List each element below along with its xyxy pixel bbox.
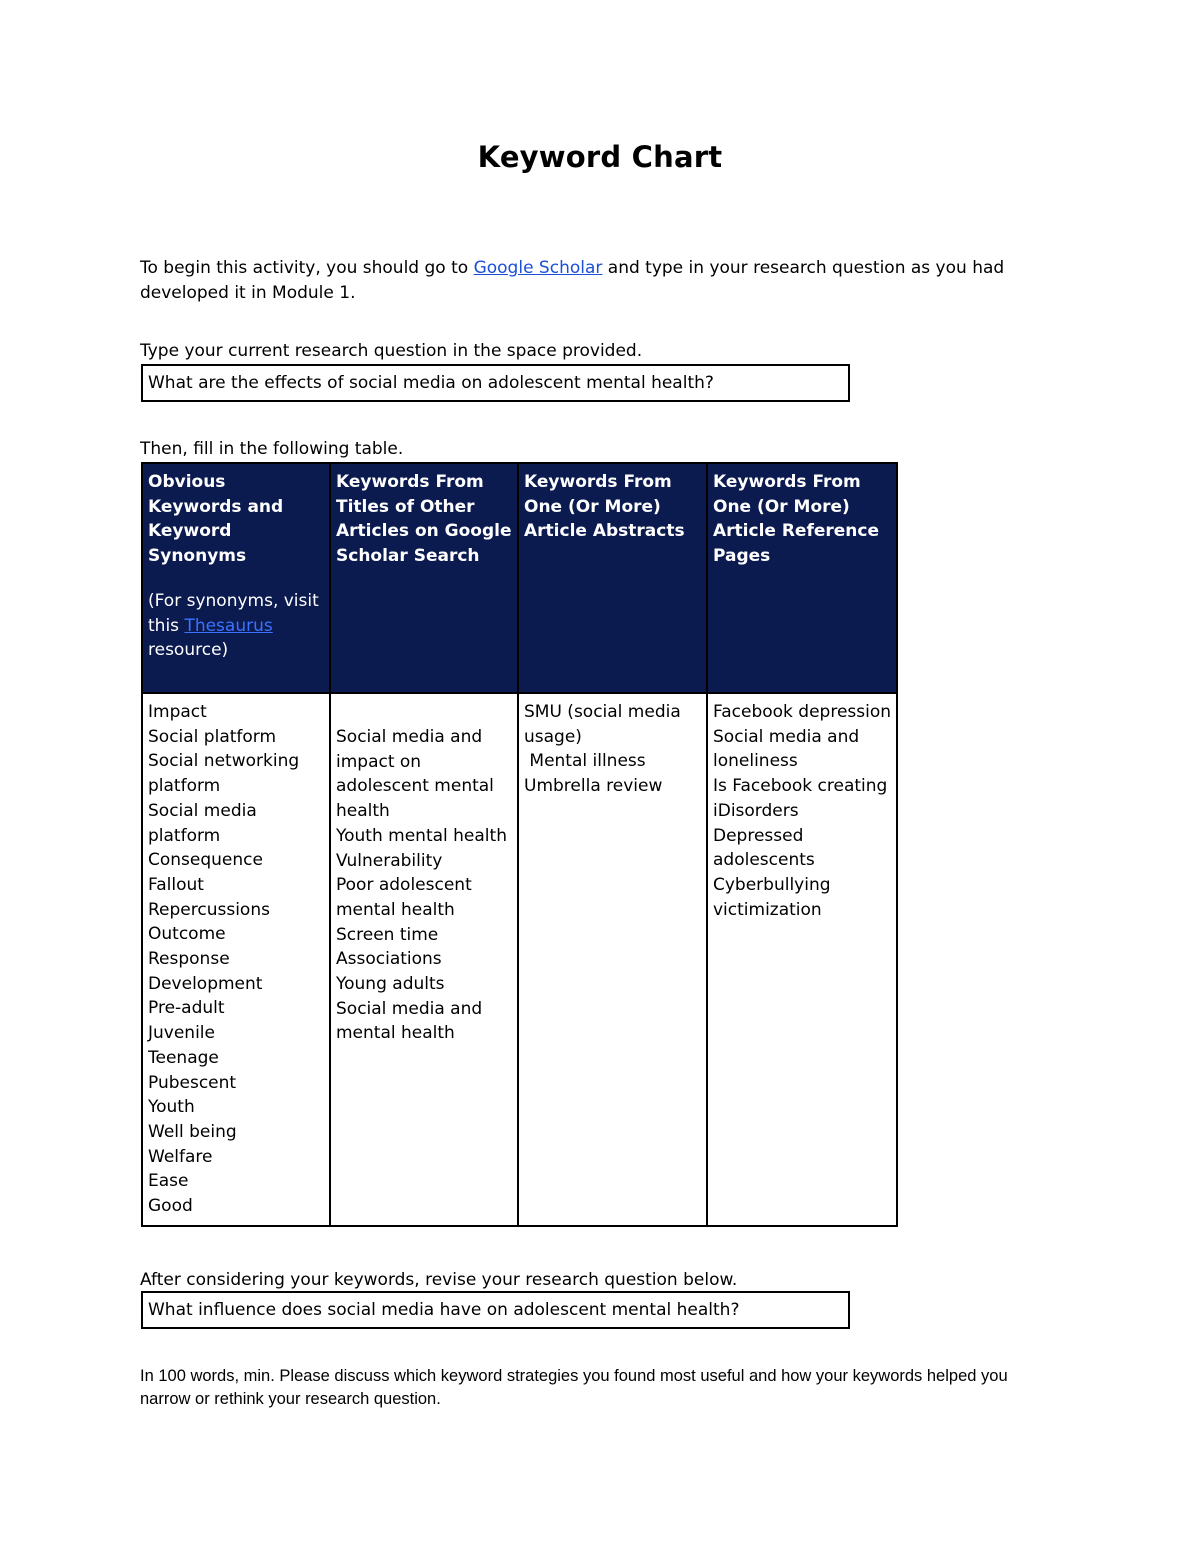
cell-abstract-keywords[interactable] <box>518 693 707 1226</box>
header-col1-label: Obvious Keywords and Keyword Synonyms <box>148 472 284 567</box>
keyword-list-col3 <box>524 700 701 799</box>
keyword-item: Response <box>148 949 230 970</box>
keyword-item: Fallout <box>148 874 204 895</box>
revised-question-field[interactable]: What influence does social media have on adolescent mental health? <box>141 1291 850 1329</box>
keyword-item: Youth mental health <box>336 825 507 846</box>
keyword-item: Well being <box>148 1121 237 1142</box>
intro-text-after: and type in your research question as you had developed it in Module 1. <box>140 258 1005 303</box>
keyword-item: Is Facebook creating iDisorders <box>713 776 893 821</box>
table-row <box>142 693 897 1226</box>
keyword-item: Mental illness <box>524 751 646 772</box>
cell-titles-keywords[interactable] <box>330 693 518 1226</box>
keyword-item: Pubescent <box>148 1072 237 1093</box>
keyword-list-col1 <box>148 700 324 1219</box>
google-scholar-link[interactable]: Google Scholar <box>473 258 603 278</box>
header-reference-keywords: Keywords From One (Or More) Article Reference Pages <box>707 463 897 693</box>
keyword-list-col2 <box>336 725 512 1046</box>
intro-text-before: To begin this activity, you should go to <box>140 258 474 278</box>
header-abstract-keywords: Keywords From One (Or More) Article Abstracts <box>518 463 707 693</box>
keyword-item: SMU (social media usage) <box>524 702 687 747</box>
keyword-item: Social media and mental health <box>336 998 488 1044</box>
header-titles-keywords: Keywords From Titles of Other Articles on Google Scholar Search <box>330 463 518 693</box>
keyword-item: Poor adolescent mental health <box>336 875 478 920</box>
keyword-item: Facebook depression <box>713 702 892 722</box>
header-col1-note <box>148 589 324 663</box>
keyword-item: Pre-adult <box>148 998 225 1019</box>
keyword-table <box>141 462 898 1227</box>
keyword-item: Depressed adolescents <box>713 825 815 871</box>
keyword-item: Impact <box>148 702 207 722</box>
table-header-row <box>142 463 897 693</box>
note-text-before: (For synonyms, visit this <box>148 590 319 636</box>
keyword-item: Ease <box>148 1171 189 1192</box>
keyword-item: Consequence <box>148 850 263 871</box>
header-obvious-keywords <box>142 463 330 693</box>
keyword-item: Vulnerability <box>336 850 443 871</box>
keyword-item: Cyberbullying victimization <box>713 874 836 920</box>
keyword-item: Welfare <box>148 1146 213 1167</box>
page-title: Keyword Chart <box>477 140 723 174</box>
intro-paragraph <box>140 256 1070 306</box>
thesaurus-link[interactable]: Thesaurus <box>184 615 273 636</box>
cell-reference-keywords[interactable] <box>707 693 897 1226</box>
keyword-item: Outcome <box>148 924 226 945</box>
keyword-item: Social media and loneliness <box>713 726 865 772</box>
keyword-item: Repercussions <box>148 899 270 920</box>
keyword-item: Teenage <box>148 1047 219 1068</box>
current-question-field[interactable]: What are the effects of social media on adolescent mental health? <box>141 364 850 402</box>
keyword-item: Social media and impact on adolescent mental health <box>336 727 500 822</box>
keyword-item: Associations <box>336 949 442 970</box>
keyword-item: Development <box>148 973 263 994</box>
cell-obvious-keywords[interactable] <box>142 693 330 1226</box>
keyword-item: Youth <box>148 1097 195 1118</box>
keyword-item: Social media platform <box>148 800 263 846</box>
keyword-item: Good <box>148 1196 193 1217</box>
keyword-list-col4 <box>713 700 891 922</box>
keyword-item: Screen time <box>336 924 439 945</box>
question-prompt: Type your current research question in the space provided. <box>140 341 643 361</box>
revise-prompt: After considering your keywords, revise your research question below. <box>140 1270 738 1290</box>
discussion-prompt: In 100 words, min. Please discuss which keyword strategies you found most useful and how your keywords helped you narrow or rethink your research question. <box>140 1367 1008 1408</box>
table-prompt: Then, fill in the following table. <box>140 439 404 459</box>
keyword-item: Young adults <box>336 974 445 995</box>
keyword-item: Social platform <box>148 726 277 747</box>
keyword-item: Social networking platform <box>148 751 305 797</box>
keyword-item: Umbrella review <box>524 776 663 797</box>
keyword-item: Juvenile <box>148 1023 215 1044</box>
note-text-after: resource) <box>148 640 229 661</box>
